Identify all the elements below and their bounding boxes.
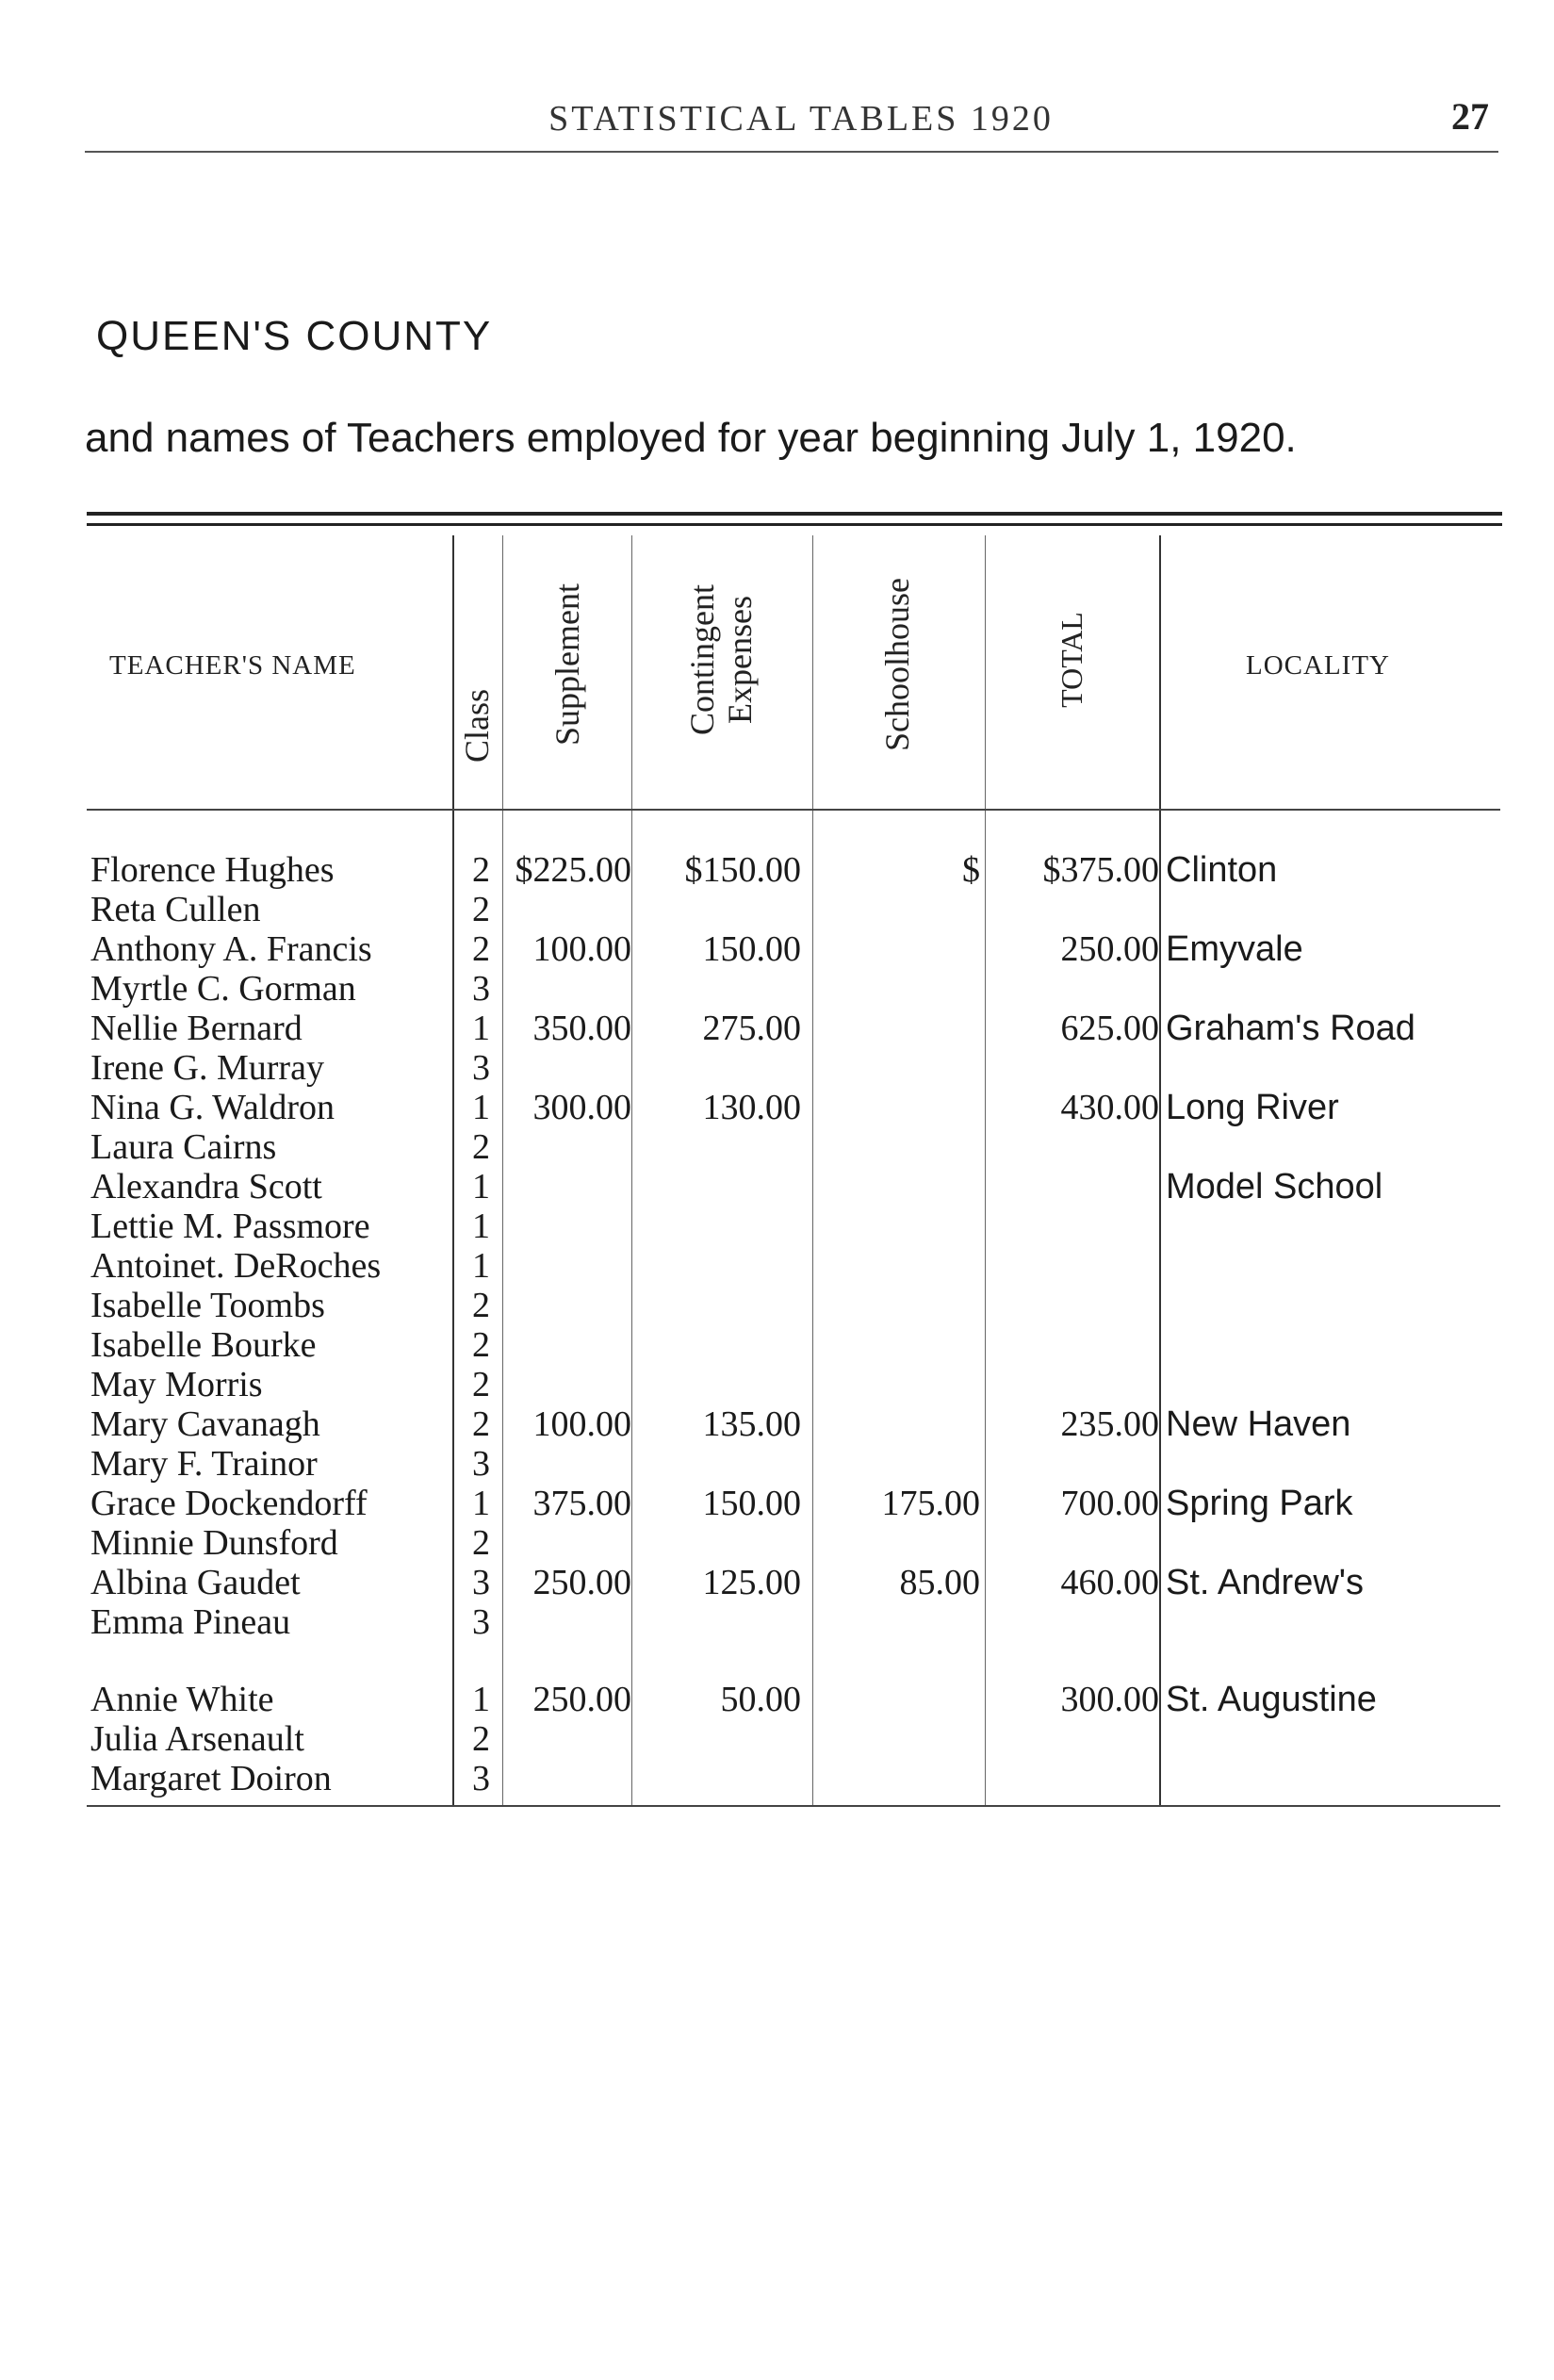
locality-value: Graham's Road xyxy=(1166,1009,1415,1048)
teacher-name: Annie White xyxy=(90,1680,274,1719)
total-value: 430.00 xyxy=(1060,1088,1159,1127)
teacher-name: Emma Pineau xyxy=(90,1602,291,1642)
teacher-name: Mary F. Trainor xyxy=(90,1444,318,1484)
locality-value: Clinton xyxy=(1166,850,1278,890)
class-value: 2 xyxy=(472,1719,490,1759)
class-value: 1 xyxy=(472,1484,490,1523)
teacher-name: Albina Gaudet xyxy=(90,1563,301,1602)
class-value: 1 xyxy=(472,1206,490,1246)
table-row xyxy=(0,1048,1554,1088)
table-row xyxy=(0,1563,1554,1602)
contingent-value: 150.00 xyxy=(702,929,801,969)
teacher-name: Florence Hughes xyxy=(90,850,335,890)
table-row xyxy=(0,1365,1554,1404)
header-total: TOTAL xyxy=(1055,612,1088,708)
locality-value: St. Augustine xyxy=(1166,1680,1377,1719)
supplement-value: 350.00 xyxy=(532,1009,631,1048)
class-value: 1 xyxy=(472,1009,490,1048)
contingent-value: 135.00 xyxy=(702,1404,801,1444)
class-value: 1 xyxy=(472,1680,490,1719)
table-subtitle: and names of Teachers employed for year beginning July 1, 1920. xyxy=(85,415,1297,461)
table-row xyxy=(0,1404,1554,1444)
teacher-name: Nellie Bernard xyxy=(90,1009,303,1048)
teacher-name: Reta Cullen xyxy=(90,890,261,929)
class-value: 3 xyxy=(472,1048,490,1088)
teacher-name: Laura Cairns xyxy=(90,1127,277,1167)
table-row xyxy=(0,1167,1554,1206)
teacher-name: Myrtle C. Gorman xyxy=(90,969,356,1009)
contingent-value: 125.00 xyxy=(702,1563,801,1602)
class-value: 1 xyxy=(472,1167,490,1206)
teacher-name: Nina G. Waldron xyxy=(90,1088,335,1127)
table-row xyxy=(0,1602,1554,1642)
contingent-value: 50.00 xyxy=(720,1680,801,1719)
table-row xyxy=(0,1719,1554,1759)
teacher-name: Isabelle Bourke xyxy=(90,1325,317,1365)
contingent-value: $150.00 xyxy=(684,850,801,890)
locality-value: St. Andrew's xyxy=(1166,1563,1365,1602)
teacher-name: Anthony A. Francis xyxy=(90,929,372,969)
schoolhouse-value: 85.00 xyxy=(899,1563,980,1602)
locality-value: Model School xyxy=(1166,1167,1383,1206)
running-title: STATISTICAL TABLES 1920 xyxy=(548,99,1054,139)
table-row xyxy=(0,1680,1554,1719)
class-value: 2 xyxy=(472,850,490,890)
table-row xyxy=(0,1325,1554,1365)
teacher-name: May Morris xyxy=(90,1365,263,1404)
running-header xyxy=(85,94,1498,153)
header-locality: LOCALITY xyxy=(1246,650,1390,681)
supplement-value: 250.00 xyxy=(532,1680,631,1719)
total-value: 625.00 xyxy=(1060,1009,1159,1048)
total-value: 300.00 xyxy=(1060,1680,1159,1719)
class-value: 2 xyxy=(472,1523,490,1563)
teacher-name: Margaret Doiron xyxy=(90,1759,332,1798)
table-row xyxy=(0,1286,1554,1325)
class-value: 2 xyxy=(472,1127,490,1167)
table-row xyxy=(0,969,1554,1009)
class-value: 3 xyxy=(472,1602,490,1642)
header-schoolhouse: Schoolhouse xyxy=(878,578,916,751)
table-row xyxy=(0,1206,1554,1246)
teacher-name: Antoinet. DeRoches xyxy=(90,1246,382,1286)
class-value: 2 xyxy=(472,1286,490,1325)
supplement-value: 300.00 xyxy=(532,1088,631,1127)
table-row xyxy=(0,1523,1554,1563)
table-row xyxy=(0,1444,1554,1484)
teacher-name: Julia Arsenault xyxy=(90,1719,304,1759)
class-value: 3 xyxy=(472,1563,490,1602)
class-value: 2 xyxy=(472,1325,490,1365)
total-value: 235.00 xyxy=(1060,1404,1159,1444)
class-value: 2 xyxy=(472,929,490,969)
county-title: QUEEN'S COUNTY xyxy=(96,313,493,359)
teacher-name: Alexandra Scott xyxy=(90,1167,322,1206)
table-row xyxy=(0,929,1554,969)
class-value: 3 xyxy=(472,1759,490,1798)
supplement-value: $225.00 xyxy=(515,850,631,890)
locality-value: New Haven xyxy=(1166,1404,1351,1444)
locality-value: Long River xyxy=(1166,1088,1339,1127)
class-value: 2 xyxy=(472,1404,490,1444)
supplement-value: 250.00 xyxy=(532,1563,631,1602)
class-value: 2 xyxy=(472,1365,490,1404)
locality-value: Spring Park xyxy=(1166,1484,1353,1523)
class-value: 1 xyxy=(472,1088,490,1127)
total-value: 460.00 xyxy=(1060,1563,1159,1602)
table-row xyxy=(0,1759,1554,1798)
page-number: 27 xyxy=(1451,95,1489,138)
header-class: Class xyxy=(458,688,496,763)
table-row xyxy=(0,1009,1554,1048)
teacher-name: Irene G. Murray xyxy=(90,1048,324,1088)
table-row xyxy=(0,890,1554,929)
teacher-name: Lettie M. Passmore xyxy=(90,1206,370,1246)
header-contingent-expenses: Contingent Expenses xyxy=(683,584,759,735)
double-rule-top xyxy=(87,512,1502,516)
supplement-value: 100.00 xyxy=(532,1404,631,1444)
header-supplement: Supplement xyxy=(548,583,586,746)
contingent-value: 130.00 xyxy=(702,1088,801,1127)
header-bottom-rule xyxy=(87,809,1500,811)
supplement-value: 375.00 xyxy=(532,1484,631,1523)
locality-value: Emyvale xyxy=(1166,929,1303,969)
contingent-value: 275.00 xyxy=(702,1009,801,1048)
table-bottom-rule xyxy=(87,1805,1500,1807)
contingent-value: 150.00 xyxy=(702,1484,801,1523)
teacher-name: Grace Dockendorff xyxy=(90,1484,368,1523)
teacher-name: Isabelle Toombs xyxy=(90,1286,325,1325)
class-value: 3 xyxy=(472,1444,490,1484)
total-value: $375.00 xyxy=(1042,850,1159,890)
table-row xyxy=(0,850,1554,890)
supplement-value: 100.00 xyxy=(532,929,631,969)
table-row xyxy=(0,1127,1554,1167)
teacher-name: Mary Cavanagh xyxy=(90,1404,320,1444)
schoolhouse-value: $ xyxy=(962,850,980,890)
table-row xyxy=(0,1246,1554,1286)
header-teachers-name: TEACHER'S NAME xyxy=(109,650,356,681)
schoolhouse-value: 175.00 xyxy=(881,1484,980,1523)
table-row xyxy=(0,1088,1554,1127)
total-value: 700.00 xyxy=(1060,1484,1159,1523)
double-rule-bottom xyxy=(87,523,1502,526)
table-body xyxy=(0,850,1554,1798)
class-value: 3 xyxy=(472,969,490,1009)
total-value: 250.00 xyxy=(1060,929,1159,969)
class-value: 1 xyxy=(472,1246,490,1286)
teacher-name: Minnie Dunsford xyxy=(90,1523,338,1563)
class-value: 2 xyxy=(472,890,490,929)
table-row xyxy=(0,1484,1554,1523)
